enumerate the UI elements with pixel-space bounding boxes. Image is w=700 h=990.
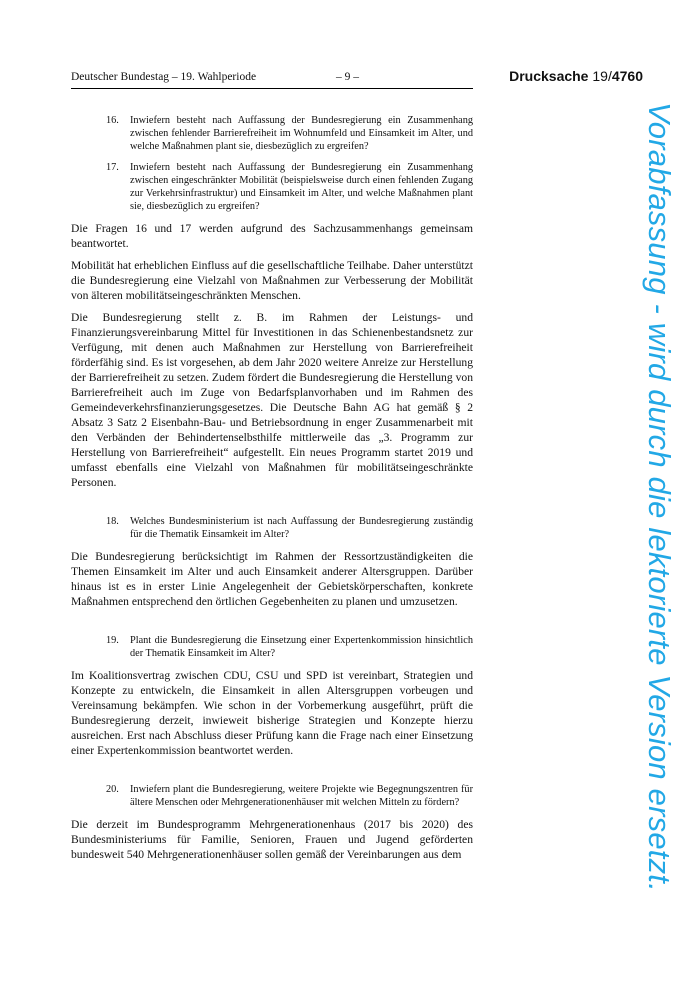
document-number-label: Drucksache	[509, 68, 589, 84]
question-text: Welches Bundesministerium ist nach Auffassung der Bundesregierung zuständig für die Thematik Einsamkeit im Alter?	[130, 516, 473, 540]
question-20	[71, 783, 473, 809]
question-number: 18.	[106, 516, 119, 527]
draft-watermark	[634, 102, 684, 892]
answer-paragraph: Die Bundesregierung berücksichtigt im Rahmen der Ressortzuständigkeiten die Themen Einsamkeit im Alter und auch Einsamkeit anderer Altersgruppen. Darüber hinaus ist es in erster Linie Angelegenheit der Gebietskörperschaften, konkrete Maßnahmen entsprechend den örtlichen Gegebenheiten zu planen und umzusetzen.	[71, 550, 473, 608]
document-number-value: 4760	[611, 68, 643, 84]
question-16	[71, 114, 473, 153]
answer-paragraph: Mobilität hat erheblichen Einfluss auf die gesellschaftliche Teilhabe. Daher unterstützt die Bundesregierung eine Vielzahl von Maßnahmen zur Verbesserung der Mobilität von älteren mobilitätseingeschränkten Menschen.	[71, 259, 473, 302]
question-text: Inwiefern plant die Bundesregierung, weitere Projekte wie Begegnungszentren für ältere Menschen oder Mehrgenerationenhäuser mit welchen Mitteln zu fördern?	[130, 784, 473, 808]
document-number	[509, 68, 643, 84]
question-19	[71, 634, 473, 660]
question-number: 17.	[106, 162, 119, 173]
question-number: 20.	[106, 784, 119, 795]
page-number: – 9 –	[336, 71, 359, 83]
watermark-text: Vorabfassung - wird durch die lektorierte Version ersetzt.	[642, 102, 677, 892]
document-number-prefix: 19/	[592, 68, 612, 84]
header-publisher: Deutscher Bundestag – 19. Wahlperiode	[71, 71, 257, 83]
question-18	[71, 515, 473, 541]
document-body	[71, 114, 473, 869]
question-text: Inwiefern besteht nach Auffassung der Bundesregierung ein Zusammenhang zwischen eingeschränkter Mobilität (beispielsweise durch einen fehlenden Zugang zur Verkehrsinfrastruktur) und Einsamkeit im Alter, und welche Maßnahmen plant sie, diesbezüglich zu ergreifen?	[130, 162, 473, 212]
answer-paragraph: Die derzeit im Bundesprogramm Mehrgenerationenhaus (2017 bis 2020) des Bundesministeriums für Familie, Senioren, Frauen und Jugend geförderten bundesweit 540 Mehrgenerationenhäuser sollen gemäß der Vereinbarungen aus dem	[71, 818, 473, 861]
page-header	[71, 68, 643, 89]
answer-paragraph: Im Koalitionsvertrag zwischen CDU, CSU und SPD ist vereinbart, Strategien und Konzepte zu entwickeln, die Einsamkeit in allen Altersgruppen vorbeugen und Vereinsamung bekämpfen. Wie schon in der Vorbemerkung ausgeführt, prüft die Bundesregierung derzeit, inwieweit bisherige Strategien und Konzepte hierzu ausreichen. Erst nach Abschluss dieser Prüfung kann die Frage nach einer Einsetzung einer Expertenkommission beantwortet werden.	[71, 669, 473, 757]
question-number: 19.	[106, 635, 119, 646]
answer-paragraph: Die Fragen 16 und 17 werden aufgrund des Sachzusammenhangs gemeinsam beantwortet.	[71, 222, 473, 250]
question-number: 16.	[106, 115, 119, 126]
question-text: Inwiefern besteht nach Auffassung der Bundesregierung ein Zusammenhang zwischen fehlender Barrierefreiheit im Wohnumfeld und Einsamkeit im Alter, und welche Maßnahmen plant sie, diesbezüglich zu ergreifen?	[130, 115, 473, 152]
question-text: Plant die Bundesregierung die Einsetzung einer Expertenkommission hinsichtlich der Thematik Einsamkeit im Alter?	[130, 635, 473, 659]
answer-paragraph: Die Bundesregierung stellt z. B. im Rahmen der Leistungs- und Finanzierungsvereinbarung Mittel für Investitionen in das Schienenbestandsnetz zur Verfügung, mit denen auch Maßnahmen zur Herstellung von Barrierefreiheit förderfähig sind. Es ist vorgesehen, ab dem Jahr 2020 weitere Anreize zur Herstellung der Barrierefreiheit zu setzen. Zudem fördert die Bundesregierung die Herstellung von Barrierefreiheit auch im Zuge von Bedarfsplanvorhaben und im Rahmen des Gemeindeverkehrsfinanzierungsgesetzes. Die Deutsche Bahn AG hat gemäß § 2 Absatz 3 Satz 2 Eisenbahn-Bau- und Betriebsordnung in enger Zusammenarbeit mit den Verbänden der Behindertenselbsthilfe mittlerweile das „3. Programm zur Herstellung von Barrierefreiheit“ aufgestellt. Ein neues Programm startet 2019 und umfasst ebenfalls eine Vielzahl von Maßnahmen für mobilitätseingeschränkte Personen.	[71, 311, 473, 489]
question-17	[71, 161, 473, 213]
